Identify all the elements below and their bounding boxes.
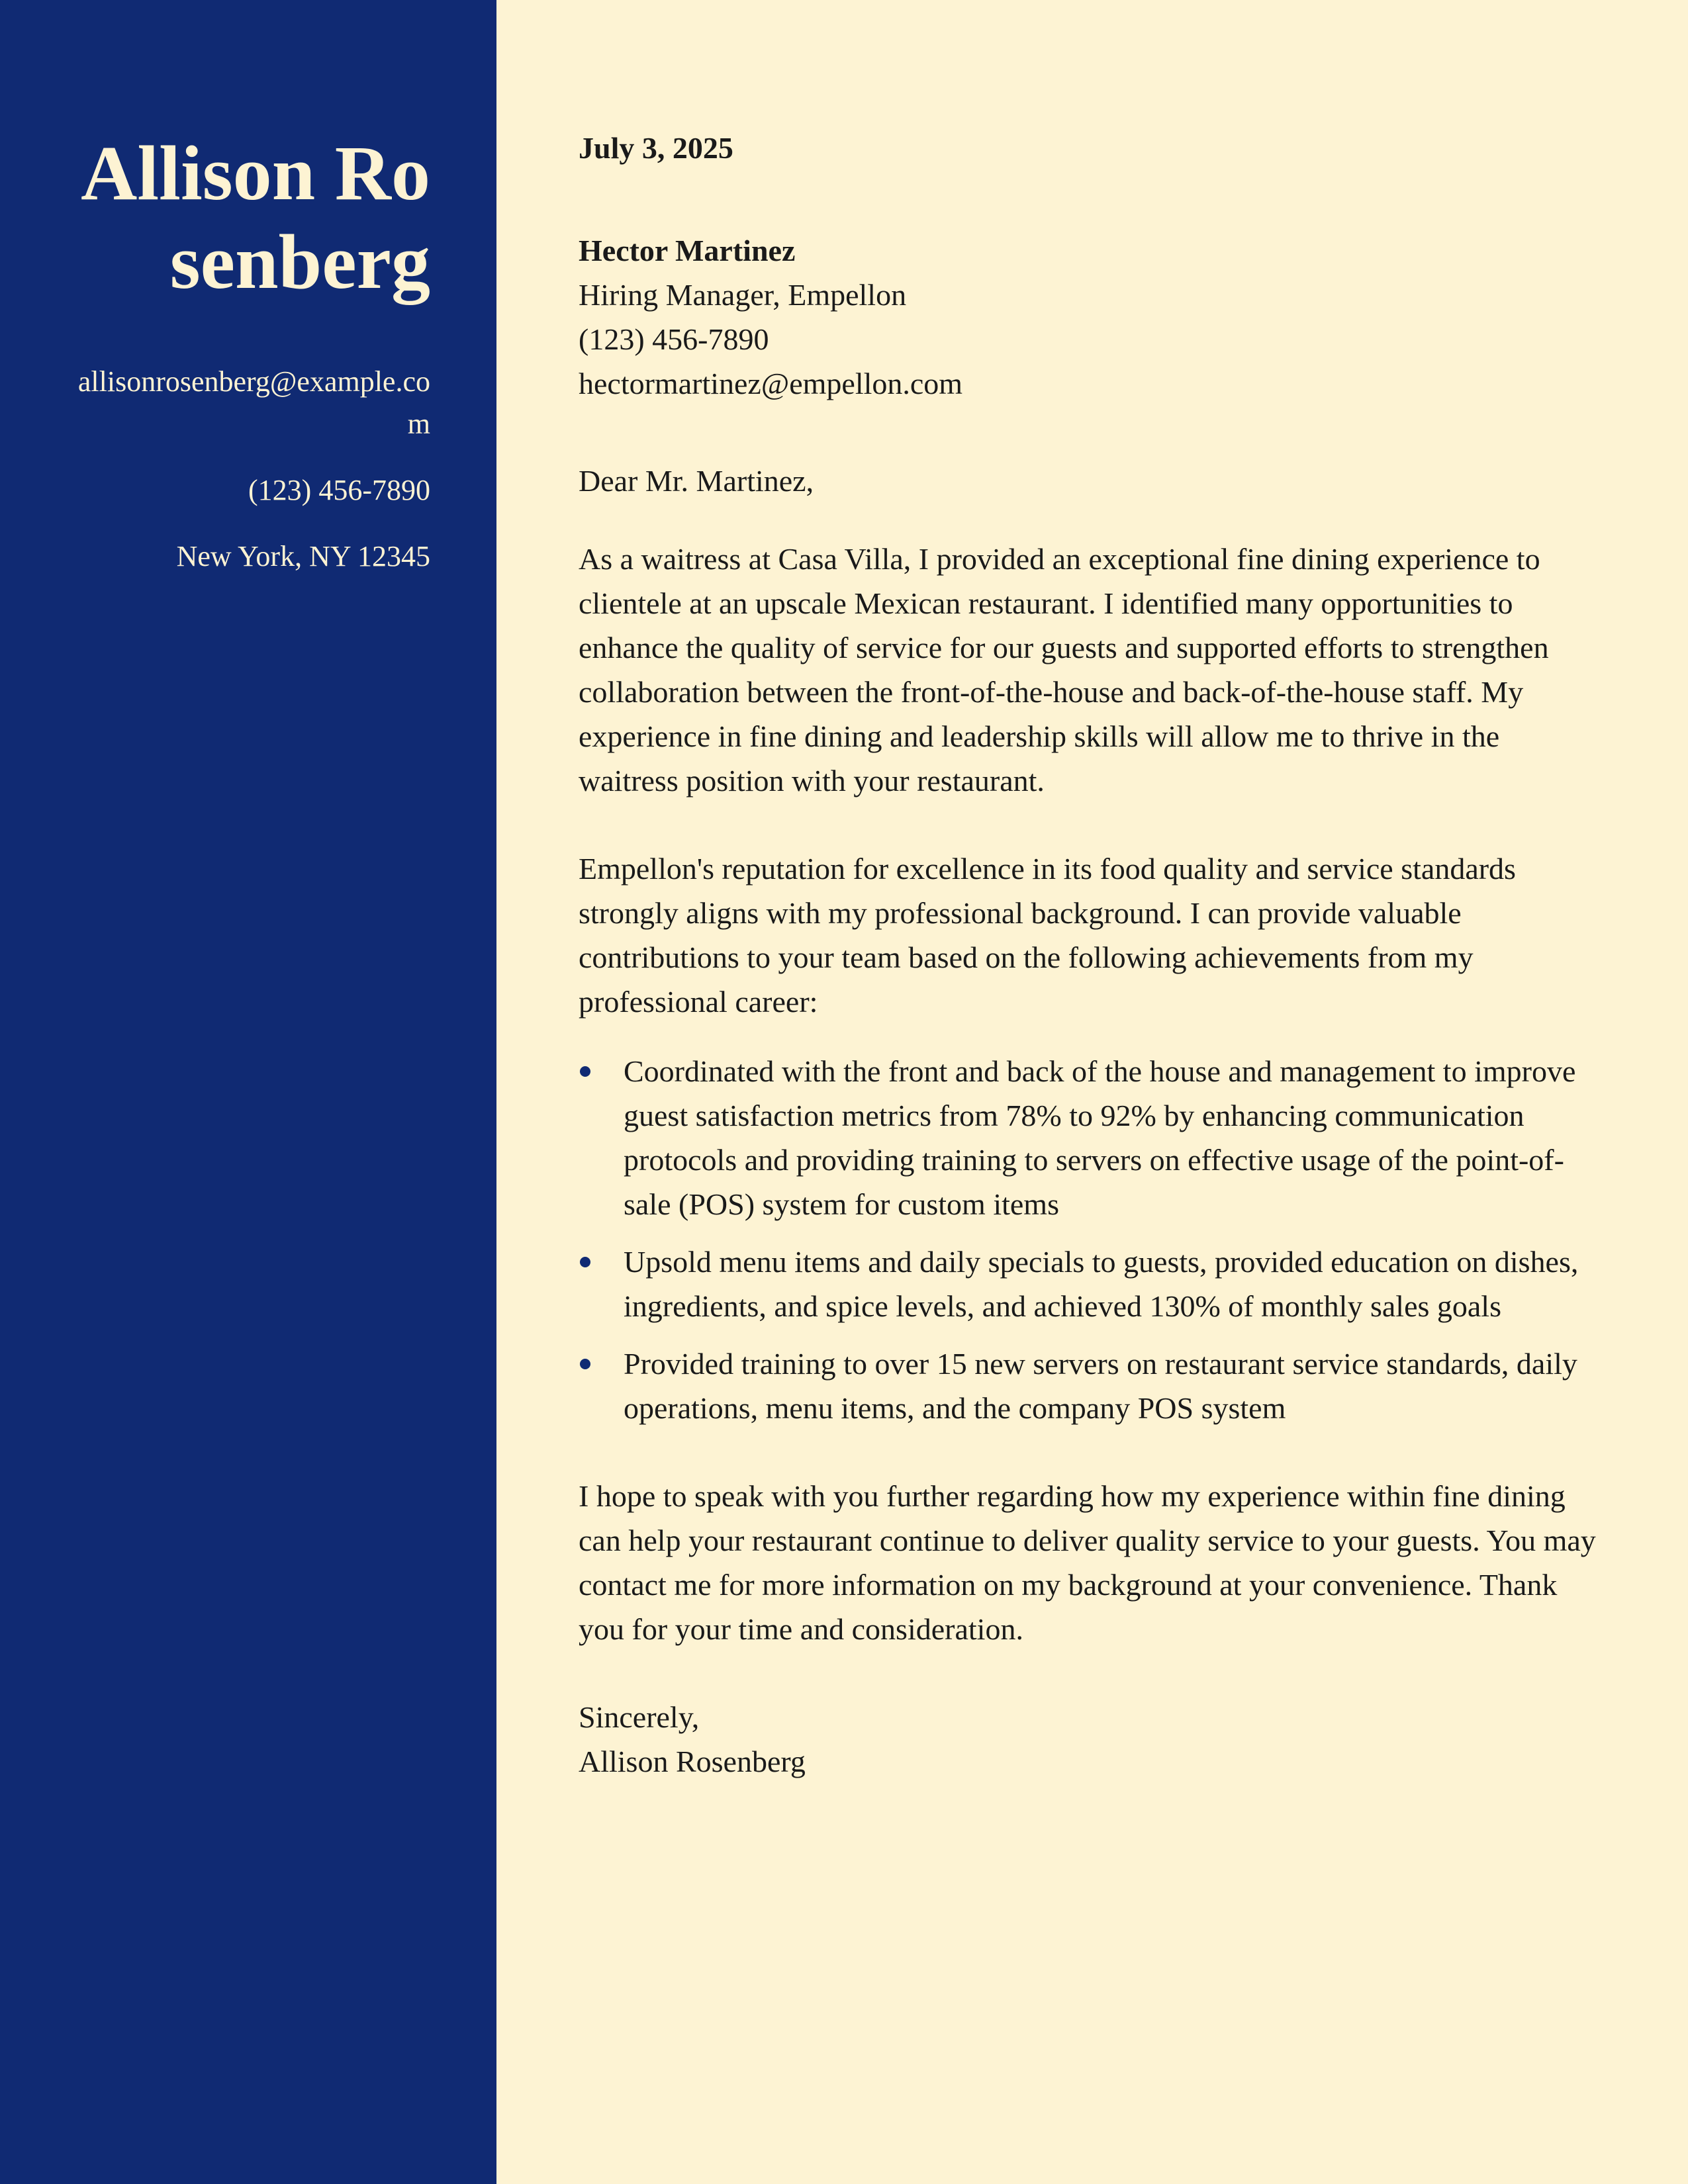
- achievement-text: Coordinated with the front and back of the house and management to improve guest satisfaction metrics from 78% to 92% by enhancing communication protocols and providing training to servers on effective usage of the point-of-sale (POS) system for custom items: [624, 1054, 1576, 1221]
- achievement-item: [579, 1342, 1598, 1430]
- bullet-dot-icon: [580, 1257, 590, 1267]
- achievement-text: Provided training to over 15 new servers on restaurant service standards, daily operations, menu items, and the company POS system: [624, 1347, 1577, 1425]
- letter-date: July 3, 2025: [579, 131, 733, 165]
- recipient-block: [579, 228, 1598, 406]
- applicant-email: allisonrosenberg@example.com: [77, 365, 430, 440]
- closing-phrase: Sincerely,: [579, 1700, 700, 1734]
- achievement-text: Upsold menu items and daily specials to guests, provided education on dishes, ingredients, and spice levels, and achieved 130% of monthly sales goals: [624, 1245, 1579, 1323]
- recipient-email: hectormartinez@empellon.com: [579, 367, 963, 400]
- recipient-title: Hiring Manager, Empellon: [579, 278, 907, 312]
- closing-block: [579, 1695, 1598, 1784]
- bullet-dot-icon: [580, 1359, 590, 1369]
- applicant-name: Allison Rosenberg: [81, 130, 430, 305]
- applicant-phone: (123) 456-7890: [248, 474, 430, 506]
- achievement-item: [579, 1049, 1598, 1226]
- applicant-location: New York, NY 12345: [176, 540, 430, 572]
- signature: Allison Rosenberg: [579, 1745, 806, 1778]
- achievement-item: [579, 1240, 1598, 1328]
- sidebar: [0, 0, 496, 2184]
- recipient-phone: (123) 456-7890: [579, 322, 769, 356]
- paragraph-achievements-lead: Empellon's reputation for excellence in its food quality and service standards strongly aligns with my professional background. I can provide valuable contributions to your team based on the following achievements from my professional career:: [579, 852, 1516, 1019]
- recipient-name: Hector Martinez: [579, 234, 796, 267]
- paragraph-closing: I hope to speak with you further regarding how my experience within fine dining can help your restaurant continue to deliver quality service to your guests. You may contact me for more information on my background at your convenience. Thank you for your time and consideration.: [579, 1479, 1596, 1646]
- paragraph-intro: As a waitress at Casa Villa, I provided an exceptional fine dining experience to clientele at an upscale Mexican restaurant. I identified many opportunities to enhance the quality of service for our guests and supported efforts to strengthen collaboration between the front-of-the-house and back-of-the-house staff. My experience in fine dining and leadership skills will allow me to thrive in the waitress position with your restaurant.: [579, 542, 1549, 797]
- achievements-list: [579, 1049, 1598, 1430]
- letter-body: [579, 126, 1598, 1784]
- bullet-dot-icon: [580, 1066, 590, 1077]
- salutation: Dear Mr. Martinez,: [579, 464, 814, 498]
